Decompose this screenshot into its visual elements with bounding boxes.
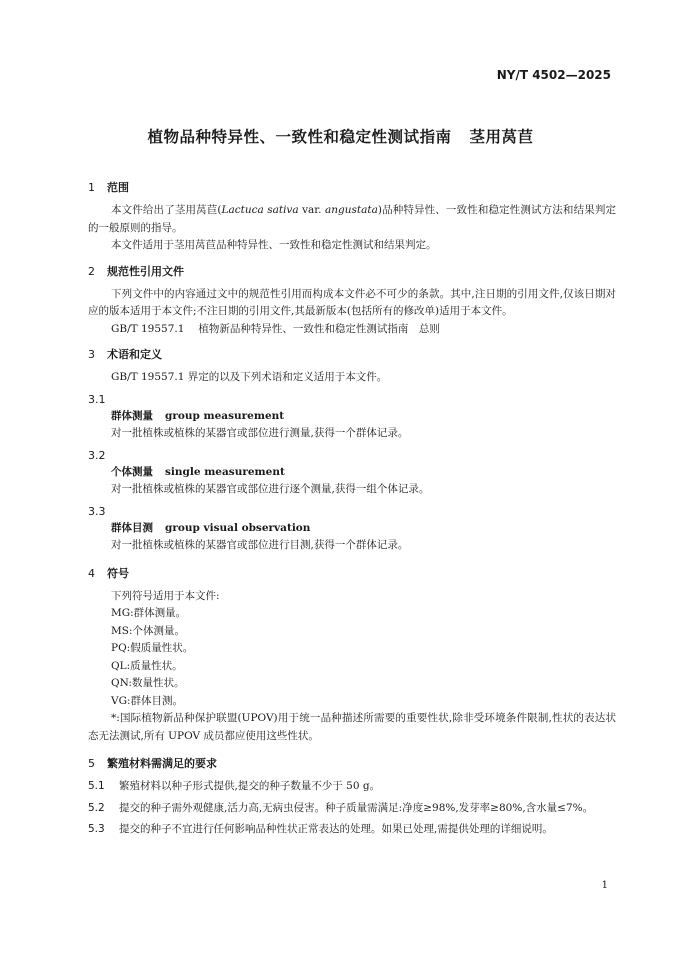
term-3-3-definition: 对一批植株或植株的某器官或部位进行目测,获得一个群体记录。: [111, 539, 409, 551]
document-code: NY/T 4502—2025: [496, 68, 611, 82]
symbol-item: MG:群体测量。: [111, 607, 187, 619]
section-3-heading: 3 术语和定义: [88, 348, 162, 361]
title-crop: 茎用莴苣: [469, 128, 534, 146]
term-3-1-name: 群体测量 group measurement: [111, 409, 285, 422]
symbols-note: *:国际植物新品种保护联盟(UPOV)用于统一品种描述所需要的重要性状,除非受环境条件限制,性状的表达状态无法测试,所有 UPOV 成员都应使用这些性状。: [88, 712, 616, 742]
section-2-heading: 2 规范性引用文件: [88, 264, 184, 278]
symbol-item: VG:群体目测。: [111, 694, 184, 707]
section-4-heading: 4 符号: [88, 566, 129, 580]
section-5-heading: 5 繁殖材料需满足的要求: [88, 757, 217, 770]
terms-intro: GB/T 19557.1 界定的以及下列术语和定义适用于本文件。: [111, 371, 388, 383]
symbol-item: QN:数量性状。: [111, 677, 185, 689]
title-main: 植物品种特异性、一致性和稳定性测试指南: [147, 128, 452, 146]
term-3-3-name: 群体目测 group visual observation: [111, 521, 311, 534]
reference-entry: GB/T 19557.1 植物新品种特异性、一致性和稳定性测试指南 总则: [111, 322, 440, 335]
document-body: [88, 179, 616, 839]
normative-references-paragraph: 下列文件中的内容通过文中的规范性引用而构成本文件必不可少的条款。其中,注日期的引用文件,仅该日期对应的版本适用于本文件;不注日期的引用文件,其最新版本(包括所有的修改单)适用于本文件。: [88, 287, 616, 317]
clause-5-2: 5.2 提交的种子需外观健康,活力高,无病虫侵害。种子质量需满足:净度≥98%,发芽率≥80%,含水量≤7%。: [88, 801, 594, 814]
term-3-2-name: 个体测量 single measurement: [111, 465, 285, 478]
term-3-1-definition: 对一批植株或植株的某器官或部位进行测量,获得一个群体记录。: [111, 427, 409, 439]
clause-5-1: 5.1 繁殖材料以种子形式提供,提交的种子数量不少于 50 g。: [88, 780, 381, 792]
symbol-item: QL:质量性状。: [111, 659, 183, 672]
symbols-intro: 下列符号适用于本文件:: [111, 589, 220, 602]
section-1-heading: 1 范围: [88, 181, 129, 194]
scope-paragraph-1: 本文件给出了茎用莴苣(Lactuca sativa var. angustata)品种特异性、一致性和稳定性测试方法和结果判定的一般原则的指导。: [88, 204, 616, 234]
symbol-item: MS:个体测量。: [111, 624, 185, 637]
scope-paragraph-2: 本文件适用于茎用莴苣品种特异性、一致性和稳定性测试和结果判定。: [111, 239, 437, 251]
symbol-item: PQ:假质量性状。: [111, 642, 194, 654]
term-3-1-number: 3.1: [88, 392, 106, 406]
term-3-2-definition: 对一批植株或植株的某器官或部位进行逐个测量,获得一组个体记录。: [111, 483, 430, 495]
clause-5-3: 5.3 提交的种子不宜进行任何影响品种性状正常表达的处理。如果已处理,需提供处理的详细说明。: [88, 823, 553, 835]
page-number: 1: [601, 880, 608, 891]
term-3-2-number: 3.2: [88, 448, 106, 462]
page-title: [0, 125, 681, 147]
term-3-3-number: 3.3: [88, 504, 106, 518]
